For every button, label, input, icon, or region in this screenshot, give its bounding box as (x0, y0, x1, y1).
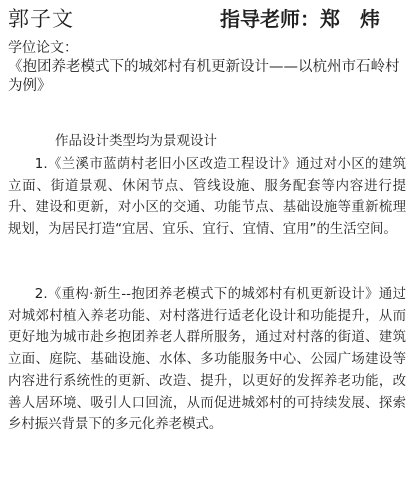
work-item-2: 2.《重构·新生--抱团养老模式下的城郊村有机更新设计》通过对城郊村植入养老功能、对村落进行适老化设计和功能提升，从而更好地为城市赴乡抱团养老人群所服务，通过对村落的街道、建筑立面、庭院、基础设施、水体、多功能服务中心、公园广场建设等内容进行系统性的更新、改造、提升，以更好的发挥养老功能，改善人居环境、吸引人口回流，从而促进城郊村的可持续发展、探索乡村振兴背景下的多元化养老模式。 (8, 287, 406, 433)
student-name: 郭子文 (8, 7, 74, 31)
advisor-name: 郑 炜 (320, 7, 380, 31)
works-heading: 作品设计类型均为景观设计 (55, 133, 217, 149)
work-item-1: 1.《兰溪市蓝荫村老旧小区改造工程设计》通过对小区的建筑立面、街道景观、休闲节点、管线设施、服务配套等内容进行提升、建设和更新，对小区的交通、功能节点、基础设施等重新梳理规划，为居民打造“宜居、宜乐、宜行、宜情、宜用”的生活空间。 (8, 157, 406, 238)
thesis-label: 学位论文： (8, 40, 78, 56)
advisor-label: 指导老师： (220, 7, 320, 31)
advisor (220, 6, 380, 32)
header (8, 6, 405, 34)
thesis-title: 《抱团养老模式下的城郊村有机更新设计——以杭州市石岭村为例》 (8, 59, 400, 94)
